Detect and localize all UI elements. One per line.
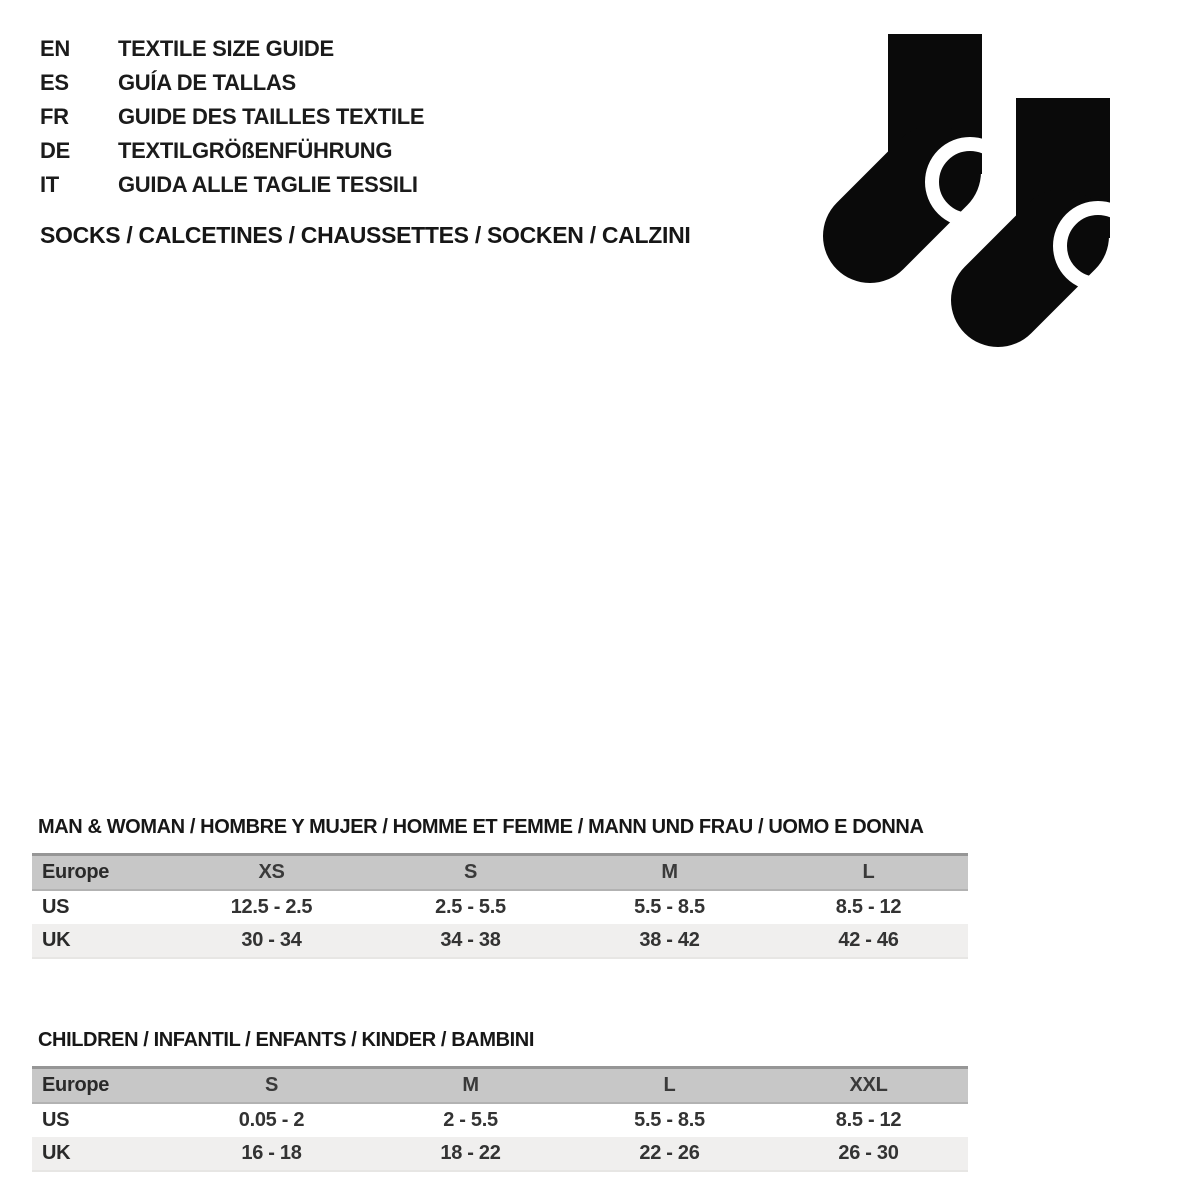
size-cell: 12.5 - 2.5 [230, 896, 313, 918]
socks-icon [812, 34, 1124, 356]
table-row-us [32, 1103, 968, 1137]
row-label: US [42, 1109, 70, 1131]
column-header-size: S [371, 855, 570, 891]
language-row-en [40, 32, 424, 66]
size-cell: 38 - 42 [570, 924, 769, 958]
column-header-size: L [769, 855, 968, 891]
language-label: TEXTILE SIZE GUIDE [118, 36, 334, 61]
language-code: IT [40, 172, 59, 197]
adults-table-title: MAN & WOMAN / HOMBRE Y MUJER / HOMME ET FEMME / MANN UND FRAU / UOMO E DONNA [38, 816, 924, 838]
column-header-size: S [172, 1068, 371, 1104]
column-header-size: M [570, 855, 769, 891]
size-cell: 2.5 - 5.5 [435, 896, 506, 918]
size-cell: 30 - 34 [172, 924, 371, 958]
language-row-es [40, 66, 424, 100]
size-cell: 22 - 26 [570, 1137, 769, 1171]
language-code: EN [40, 36, 70, 61]
size-cell: 34 - 38 [371, 924, 570, 958]
language-label: GUIDE DES TAILLES TEXTILE [118, 104, 425, 129]
language-label: GUÍA DE TALLAS [118, 70, 296, 95]
table-row-uk [32, 924, 968, 958]
language-code: DE [40, 138, 70, 163]
size-cell: 18 - 22 [371, 1137, 570, 1171]
column-header-size: XS [172, 855, 371, 891]
size-cell: 26 - 30 [769, 1137, 968, 1171]
children-table-title: CHILDREN / INFANTIL / ENFANTS / KINDER / BAMBINI [38, 1029, 534, 1051]
language-label: GUIDA ALLE TAGLIE TESSILI [118, 172, 418, 197]
size-cell: 16 - 18 [172, 1137, 371, 1171]
adults-size-table [32, 853, 968, 959]
children-size-table [32, 1066, 968, 1172]
size-cell: 5.5 - 8.5 [634, 1109, 705, 1131]
language-row-it [40, 168, 424, 202]
column-header-size: XXL [769, 1068, 968, 1104]
language-code: FR [40, 104, 69, 129]
language-label: TEXTILGRÖßENFÜHRUNG [118, 138, 393, 163]
size-cell: 8.5 - 12 [835, 1109, 902, 1131]
row-label: UK [32, 924, 172, 958]
sock-right [998, 98, 1124, 300]
table-header-row [32, 1068, 968, 1104]
column-header-size: M [371, 1068, 570, 1104]
size-cell: 5.5 - 8.5 [634, 896, 705, 918]
row-label: US [42, 896, 70, 918]
table-row-us [32, 890, 968, 924]
sock-left [870, 34, 1008, 236]
size-cell: 8.5 - 12 [835, 896, 902, 918]
table-header-row [32, 855, 968, 891]
language-row-de [40, 134, 424, 168]
language-code: ES [40, 70, 69, 95]
size-cell: 2 - 5.5 [443, 1109, 498, 1131]
language-row-fr [40, 100, 424, 134]
language-title-list [40, 32, 424, 202]
column-header-region: Europe [32, 1068, 172, 1104]
product-category-line: SOCKS / CALCETINES / CHAUSSETTES / SOCKEN / CALZINI [40, 222, 691, 248]
column-header-size: L [570, 1068, 769, 1104]
row-label: UK [32, 1137, 172, 1171]
size-cell: 0.05 - 2 [238, 1109, 305, 1131]
column-header-region: Europe [32, 855, 172, 891]
table-row-uk [32, 1137, 968, 1171]
size-cell: 42 - 46 [769, 924, 968, 958]
